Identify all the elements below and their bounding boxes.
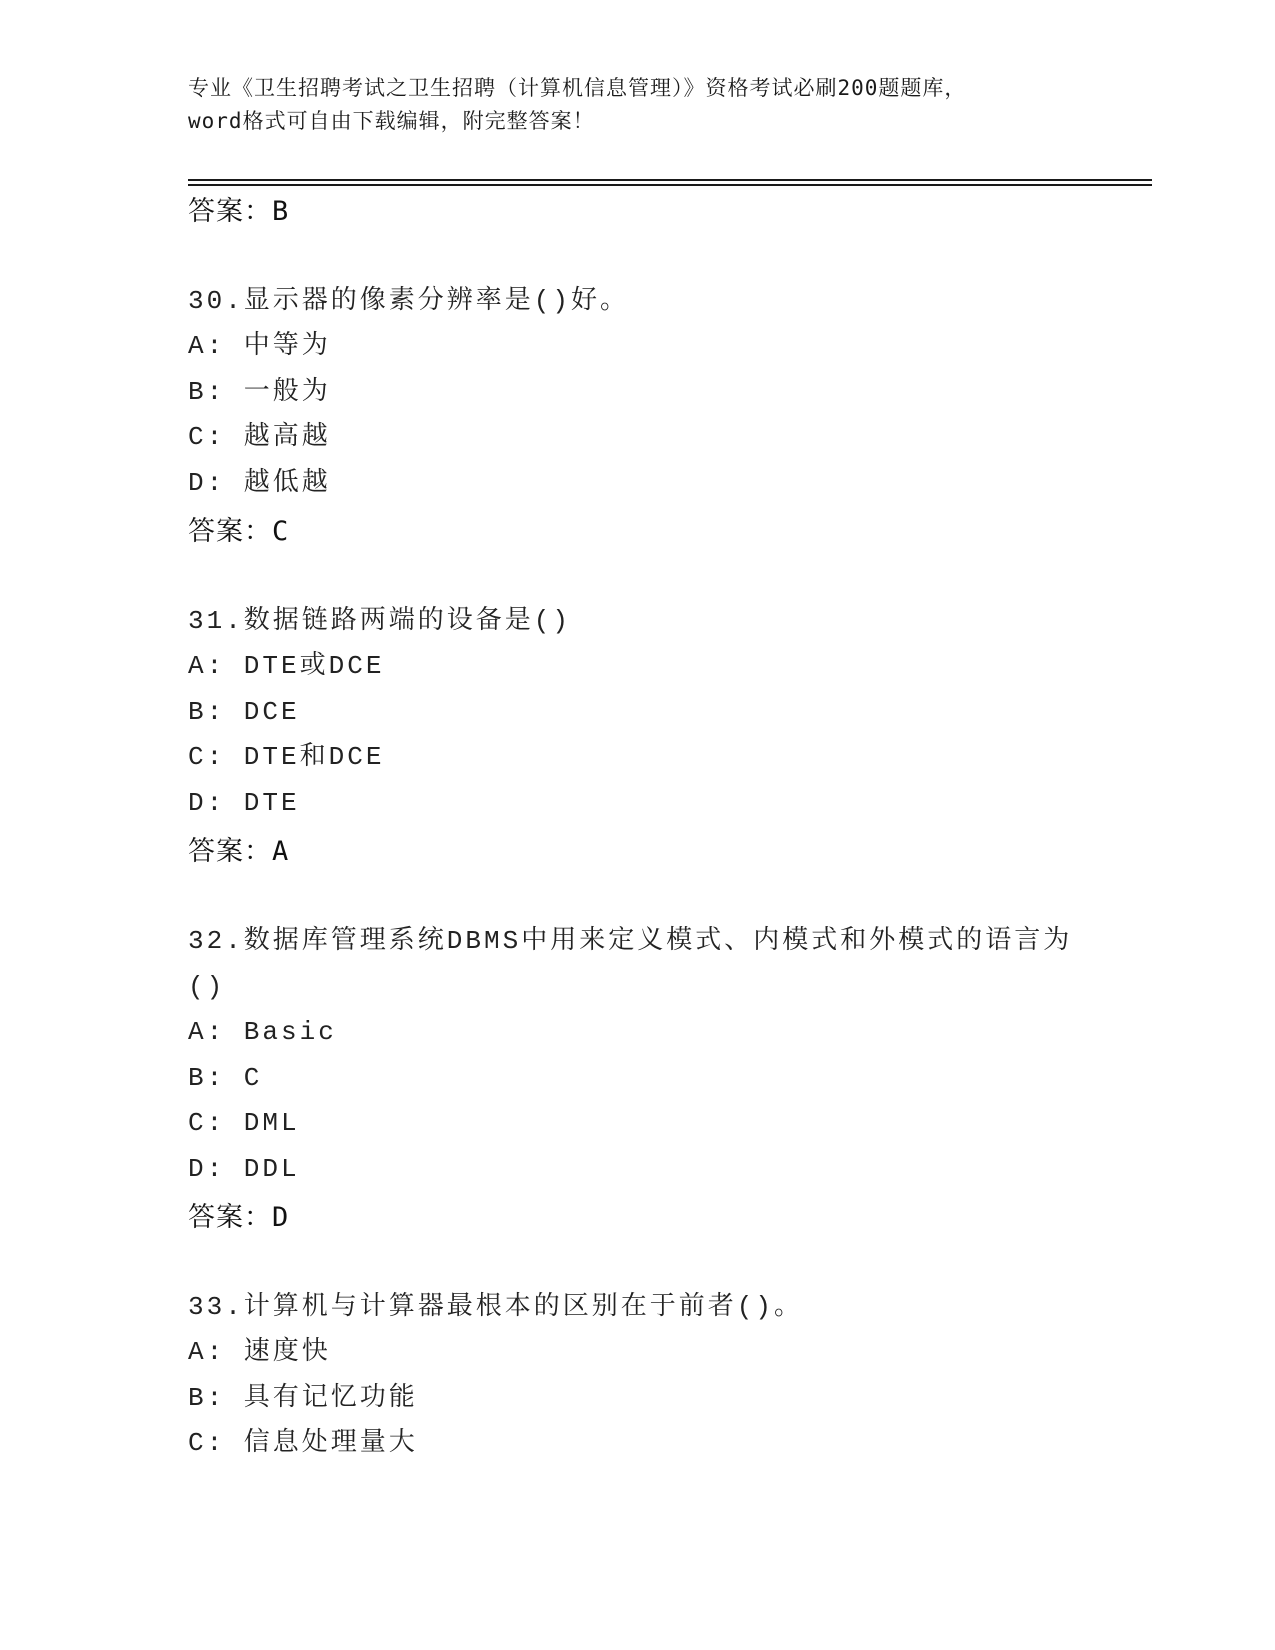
answer-label: 答案：A (188, 836, 290, 867)
question-block (188, 598, 1128, 878)
option-c: C: 越高越 (188, 422, 331, 452)
option-c: C: DML (188, 1108, 300, 1138)
header-line-2: word格式可自由下载编辑，附完整答案！ (188, 109, 595, 133)
option-c: C: DTE和DCE (188, 742, 385, 772)
option-a: A: 中等为 (188, 331, 331, 361)
option-d: D: 越低越 (188, 467, 331, 498)
header-divider-top (188, 179, 1152, 181)
question-block (188, 278, 1128, 558)
answer-label: 答案：B (188, 196, 290, 227)
option-d: D: DTE (188, 787, 300, 818)
option-a: A: 速度快 (188, 1337, 331, 1367)
question-block (188, 918, 1128, 1244)
spacer (188, 558, 1128, 598)
question-text: 33.计算机与计算器最根本的区别在于前者()。 (188, 1292, 804, 1322)
spacer (188, 878, 1128, 918)
header-line-1: 专业《卫生招聘考试之卫生招聘（计算机信息管理）》资格考试必刷200题题库， (188, 76, 967, 100)
answer-label: 答案：D (188, 1202, 290, 1233)
document-header (188, 72, 1088, 138)
option-b: B: 一般为 (188, 376, 331, 407)
option-d: D: DDL (188, 1153, 300, 1184)
question-block (188, 1284, 1128, 1467)
option-b: B: 具有记忆功能 (188, 1382, 418, 1413)
option-b: B: DCE (188, 696, 300, 727)
question-list (188, 186, 1128, 1467)
answer-label: 答案：C (188, 516, 290, 547)
question-text-line-2: () (188, 972, 226, 1002)
spacer (188, 1244, 1128, 1284)
option-a: A: Basic (188, 1017, 337, 1047)
option-c: C: 信息处理量大 (188, 1428, 418, 1458)
question-text-line-1: 32.数据库管理系统DBMS中用来定义模式、内模式和外模式的语言为 (188, 926, 1073, 956)
option-a: A: DTE或DCE (188, 651, 385, 681)
question-text: 31.数据链路两端的设备是() (188, 606, 572, 636)
question-text: 30.显示器的像素分辨率是()好。 (188, 286, 630, 316)
option-b: B: C (188, 1062, 263, 1093)
spacer (188, 238, 1128, 278)
